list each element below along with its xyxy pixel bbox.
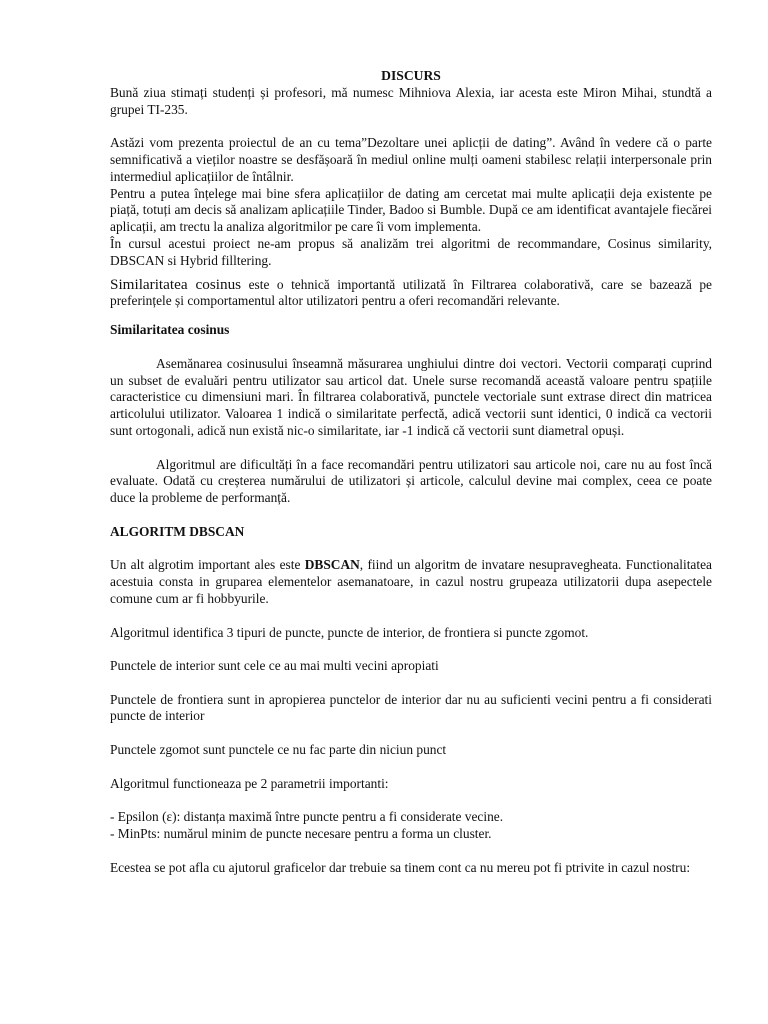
cosine-definition-paragraph: Asemănarea cosinusului înseamnă măsurarea unghiului dintre doi vectori. Vectorii comparați cuprind un subset de evaluări pentru utilizator sau articol dat. Unele surse recomandă această valoare pentru spațiile caracteristice cu dimensiuni mari. În filtrarea colaborativă, punctele vectoriale sunt extrase direct din matricea articolului utilizator. Valoarea 1 indică o similaritate perfectă, adică vectorii sunt identici, 0 indică ca vectorii sunt ortogonali, adică nun există nic-o similaritate, iar -1 indică că vectorii sunt diametral opuși. — [110, 355, 712, 438]
parameters-intro-paragraph: Algoritmul functioneaza pe 2 parametrii importanti: — [110, 775, 389, 791]
interior-points-paragraph: Punctele de interior sunt cele ce au mai multi vecini apropiati — [110, 658, 439, 674]
dbscan-heading: ALGORITM DBSCAN — [110, 523, 245, 539]
spacer — [110, 641, 712, 658]
cosine-intro-text: este o tehnică importantă utilizată în Filtrarea colaborativă, care se bazează pe preferințele și comportamentul altor utilizatori pentru a oferi recomandări relevante. — [110, 276, 712, 309]
greeting-paragraph: Bună ziua stimați studenți și profesori, mă numesc Mihniova Alexia, iar acesta este Miron Mihai, stundtă a grupei TI-235. — [110, 84, 712, 117]
project-paragraph: Astăzi vom prezenta proiectul de an cu tema”Dezoltare unei aplicții de dating”. Având în vedere că o parte semnificativă a vieților noastre se desfășoară în mediul online mulți oameni stabilesc relații interpersonale prin intermediul aplicațiilor de întâlnir. — [110, 135, 712, 184]
apps-analysis-paragraph: Pentru a putea înțelege mai bine sfera aplicațiilor de dating am cercetat mai multe aplicații deja existente pe piață, totuți am decis să analizam aplicațiile Tinder, Badoo si Bumble. După ce am identificat avantajele fiecărei aplicații, am trectu la analiza algoritmilor pe care îi vom implementa. — [110, 185, 712, 235]
dbscan-keyword: DBSCAN — [304, 557, 360, 573]
border-points-paragraph: Punctele de frontiera sunt in apropierea punctelor de interior dar nu au suficienti vecini pentru a fi considerati puncte de interior — [110, 691, 712, 724]
dbscan-intro-paragraph — [110, 557, 712, 607]
spacer — [110, 608, 712, 625]
spacer — [110, 725, 712, 742]
cosine-limitations-paragraph: Algoritmul are dificultăți în a face recomandări pentru utilizatori sau articole noi, care nu au fost încă evaluate. Odată cu creșterea numărului de utilizatori și articole, calculul devine mai complex, ceea ce poate duce la probleme de performanță. — [110, 456, 712, 506]
spacer — [110, 759, 712, 776]
spacer — [110, 792, 712, 809]
point-types-paragraph: Algoritmul identifica 3 tipuri de puncte, puncte de interior, de frontiera si puncte zgomot. — [110, 624, 589, 640]
spacer — [110, 118, 712, 135]
spacer — [110, 440, 712, 457]
spacer — [110, 843, 712, 860]
spacer — [110, 675, 712, 692]
spacer — [110, 310, 712, 322]
parameter-epsilon: - Epsilon (ε): distanța maximă între puncte pentru a fi considerate vecine. — [110, 809, 504, 825]
noise-points-paragraph: Punctele zgomot sunt punctele ce nu fac parte din niciun punct — [110, 742, 447, 758]
cosine-heading: Similaritatea cosinus — [110, 322, 230, 338]
algorithms-paragraph: În cursul acestui proiect ne-am propus să analizăm trei algoritmi de recommandare, Cosinus similarity, DBSCAN si Hybrid filltering. — [110, 235, 712, 268]
document-page — [110, 68, 712, 876]
cosine-intro-paragraph — [110, 277, 712, 311]
cosine-intro-lead: Similaritatea cosinus — [110, 275, 242, 293]
parameter-minpts: - MinPts: numărul minim de puncte necesare pentru a forma un cluster. — [110, 826, 492, 842]
spacer — [110, 541, 712, 558]
dbscan-intro-after: , fiind un algoritm de invatare nesupravegheata. Functionalitatea acestuia consta in gruparea elementelor asemanatoare, in cazul nostru grupeaza utilizatorii dupa asepectele comune cum ar fi hobbyurile. — [110, 557, 712, 606]
spacer — [110, 339, 712, 356]
spacer — [110, 507, 712, 524]
closing-paragraph: Ecestea se pot afla cu ajutorul graficelor dar trebuie sa tinem cont ca nu mereu pot fi ptrivite in cazul nostru: — [110, 859, 691, 875]
dbscan-intro-before: Un alt algrotim important ales este — [110, 557, 305, 573]
document-title: DISCURS — [381, 68, 441, 83]
